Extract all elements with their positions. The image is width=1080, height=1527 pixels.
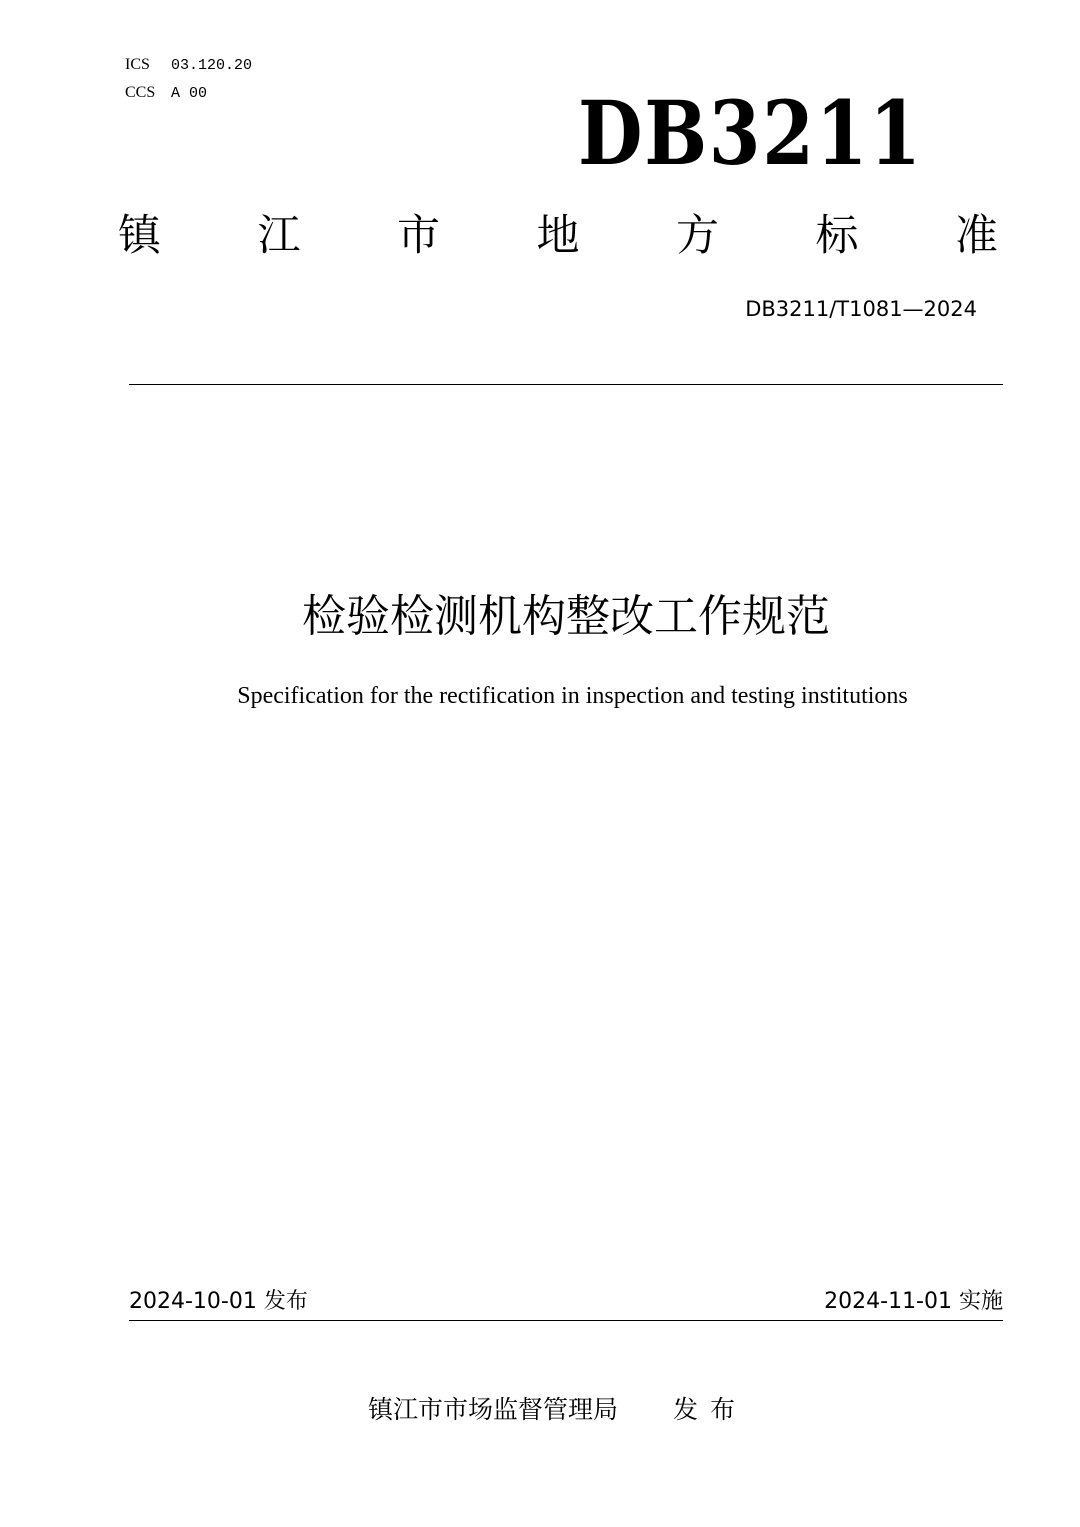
standard-type-char: 镇 bbox=[118, 211, 161, 261]
ics-code: 03.120.20 bbox=[171, 57, 253, 74]
issuing-action: 发布 bbox=[673, 1395, 748, 1424]
document-title-chinese: 检验检测机构整改工作规范 bbox=[302, 591, 830, 642]
standard-number: DB3211/T1081—2024 bbox=[745, 297, 977, 321]
top-divider bbox=[129, 384, 1003, 385]
standard-logo: DB3211 bbox=[578, 81, 923, 185]
ccs-classification bbox=[125, 82, 207, 104]
ccs-code: A 00 bbox=[171, 85, 208, 102]
standard-type-char: 准 bbox=[955, 211, 998, 261]
issuing-authority: 镇江市市场监督管理局 bbox=[368, 1395, 619, 1424]
standard-type-char: 地 bbox=[536, 211, 580, 261]
standard-type-char: 江 bbox=[257, 211, 301, 261]
standard-type-char: 市 bbox=[397, 211, 440, 261]
standard-type-char: 方 bbox=[676, 211, 719, 261]
publish-date: 2024-10-01 发布 bbox=[129, 1289, 308, 1314]
bottom-divider bbox=[129, 1320, 1003, 1321]
standard-type-char: 标 bbox=[815, 211, 859, 261]
document-title-english: Specification for the rectification in inspection and testing institutions bbox=[237, 683, 908, 709]
ics-label: ICS bbox=[125, 56, 150, 73]
implement-date: 2024-11-01 实施 bbox=[824, 1289, 1003, 1314]
ccs-label: CCS bbox=[125, 84, 156, 101]
standard-type-title bbox=[118, 206, 998, 266]
ics-classification bbox=[125, 54, 252, 76]
